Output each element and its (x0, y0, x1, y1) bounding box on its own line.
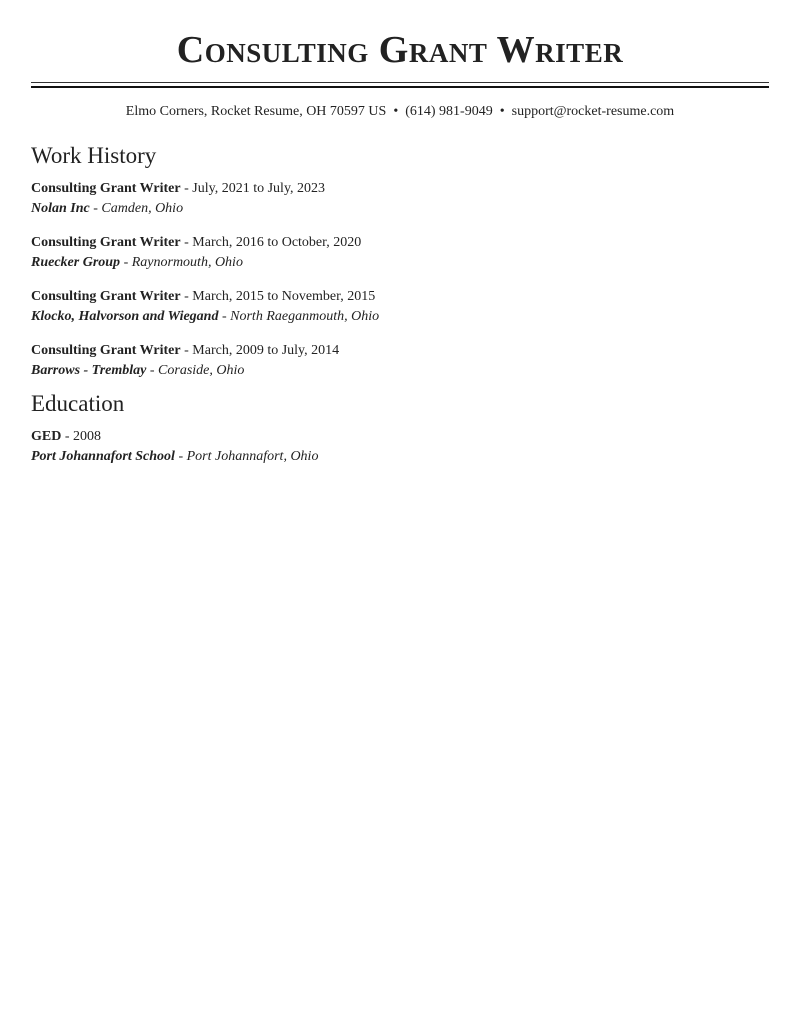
work-entry: Consulting Grant Writer - July, 2021 to July, 2023 Nolan Inc - Camden, Ohio (31, 181, 326, 216)
job-dates: March, 2016 to October, 2020 (192, 235, 362, 250)
phone: (614) 981-9049 (405, 104, 493, 119)
edu-location: Port Johannafort, Ohio (186, 449, 319, 464)
company: Ruecker Group (31, 255, 121, 270)
address: Elmo Corners, Rocket Resume, OH 70597 US (125, 104, 387, 119)
job-location: North Raeganmouth, Ohio (230, 309, 380, 324)
work-entry: Consulting Grant Writer - March, 2016 to October, 2020 Ruecker Group - Raynormouth, Ohio (31, 235, 362, 270)
job-role: Consulting Grant Writer (31, 181, 181, 196)
education-entry: GED - 2008 Port Johannafort School - Port Johannafort, Ohio (31, 429, 319, 464)
job-location: Camden, Ohio (101, 201, 184, 216)
job-role: Consulting Grant Writer (31, 289, 181, 304)
job-dates: March, 2015 to November, 2015 (192, 289, 376, 304)
job-role: Consulting Grant Writer (31, 235, 181, 250)
job-dates: July, 2021 to July, 2023 (192, 181, 326, 196)
company: Nolan Inc (31, 201, 90, 216)
job-dates: March, 2009 to July, 2014 (192, 343, 340, 358)
job-location: Coraside, Ohio (158, 363, 245, 378)
company: Klocko, Halvorson and Wiegand (31, 309, 219, 324)
contact-line (0, 104, 800, 120)
email: support@rocket-resume.com (511, 104, 675, 119)
divider-thin (31, 82, 769, 83)
page-title: Consulting Grant Writer (176, 29, 624, 71)
separator: • (393, 104, 399, 119)
job-location: Raynormouth, Ohio (131, 255, 243, 270)
work-entry: Consulting Grant Writer - March, 2015 to November, 2015 Klocko, Halvorson and Wiegand - North Raeganmouth, Ohio (31, 289, 380, 324)
separator: • (499, 104, 505, 119)
degree: GED (31, 429, 62, 444)
company: Barrows - Tremblay (31, 363, 147, 378)
divider-thick (31, 86, 769, 88)
edu-year: 2008 (73, 429, 102, 444)
section-heading-work: Work History (31, 143, 157, 168)
school: Port Johannafort School (31, 449, 175, 464)
job-role: Consulting Grant Writer (31, 343, 181, 358)
work-entry: Consulting Grant Writer - March, 2009 to July, 2014 Barrows - Tremblay - Coraside, Ohio (31, 343, 340, 378)
section-heading-education: Education (31, 391, 125, 416)
